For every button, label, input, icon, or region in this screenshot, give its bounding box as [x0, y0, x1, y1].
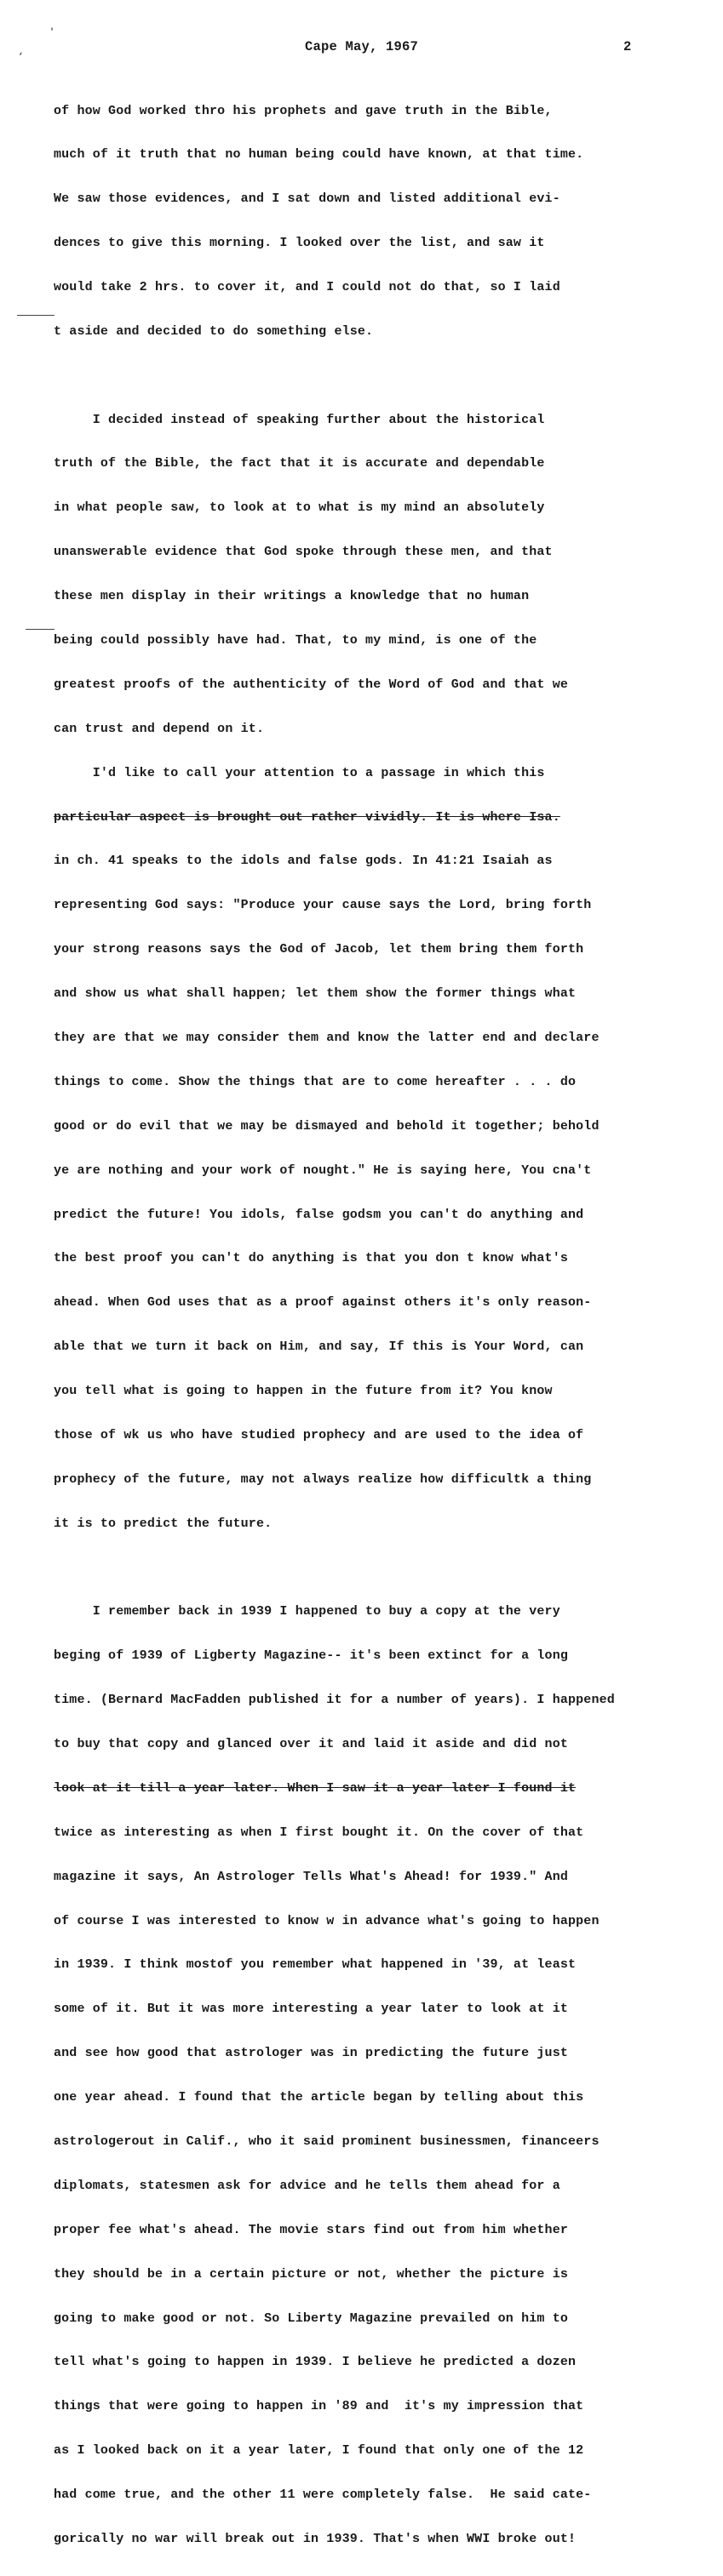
text-line: magazine it says, An Astrologer Tells What's Ahead! for 1939." And	[54, 1869, 568, 1884]
text-line: one year ahead. I found that the article began by telling about this	[54, 2090, 584, 2105]
text-line: able that we turn it back on Him, and say, If this is Your Word, can	[54, 1339, 584, 1355]
text-line: to buy that copy and glanced over it and laid it aside and did not	[54, 1736, 568, 1751]
text-line: going to make good or not. So Liberty Magazine prevailed on him to	[54, 2310, 568, 2326]
text-line: good or do evil that we may be dismayed and behold it together; behold	[54, 1118, 600, 1134]
paragraph-gap	[54, 368, 701, 383]
text-line: t aside and decided to do something else.	[54, 324, 374, 340]
text-line: of course I was interested to know w in advance what's going to happen	[54, 1913, 600, 1928]
text-line: in what people saw, to look at to what is my mind an absolutely	[54, 500, 545, 516]
text-line: I'd like to call your attention to a passage in which this	[54, 765, 545, 780]
text-line: diplomats, statesmen ask for advice and he tells them ahead for a	[54, 2178, 560, 2193]
text-line: those of wk us who have studied prophecy and are used to the idea of	[54, 1428, 584, 1443]
text-line: prophecy of the future, may not always realize how difficultk a thing	[54, 1471, 592, 1487]
text-line: in 1939. I think mostof you remember what happened in '39, at least	[54, 1957, 577, 1973]
text-line: I decided instead of speaking further about the historical	[54, 412, 545, 427]
stray-mark: '	[49, 28, 55, 37]
text-line: I remember back in 1939 I happened to buy a copy at the very	[54, 1604, 560, 1619]
text-line: can trust and depend on it.	[54, 721, 265, 736]
text-line: astrologerout in Calif., who it said prominent businessmen, financeers	[54, 2133, 600, 2149]
text-line: dences to give this morning. I looked over the list, and saw it	[54, 236, 545, 251]
text-line: ahead. When God uses that as a proof against others it's only reason-	[54, 1295, 592, 1311]
paragraph-2	[54, 383, 701, 1561]
stray-mark: ,	[19, 48, 25, 57]
strike-rule	[17, 315, 55, 316]
text-line: predict the future! You idols, false godsm you can't do anything and	[54, 1207, 584, 1222]
text-line: and see how good that astrologer was in predicting the future just	[54, 2046, 568, 2061]
page-number: 2	[623, 39, 632, 54]
text-line: they are that we may consider them and know the latter end and declare	[54, 1031, 600, 1045]
text-line: of how God worked thro his prophets and gave truth in the Bible,	[54, 103, 553, 118]
text-line: things that were going to happen in '89 and it's my impression that	[54, 2399, 584, 2414]
struck-text-line: particular aspect is brought out rather vividly. It is where Isa.	[54, 809, 560, 825]
text-line: as I looked back on it a year later, I found that only one of the 12	[54, 2443, 584, 2459]
paragraph-3	[54, 1575, 701, 2576]
text-line: being could possibly have had. That, to my mind, is one of the	[54, 632, 537, 648]
text-line: and show us what shall happen; let them show the former things what	[54, 986, 577, 1002]
text-line: they should be in a certain picture or not, whether the picture is	[54, 2266, 568, 2282]
struck-text-line: look at it till a year later. When I saw it a year later I found it	[54, 1780, 577, 1796]
text-line: unanswerable evidence that God spoke through these men, and that	[54, 545, 553, 560]
text-line: We saw those evidences, and I sat down and listed additional evi-	[54, 191, 560, 207]
text-line: the best proof you can't do anything is that you don t know what's	[54, 1251, 568, 1266]
text-line: time. (Bernard MacFadden published it for a number of years). I happened	[54, 1693, 615, 1708]
text-line: proper fee what's ahead. The movie stars find out from him whether	[54, 2222, 568, 2237]
page-title: Cape May, 1967	[304, 39, 419, 54]
text-line: things to come. Show the things that are to come hereafter . . . do	[54, 1074, 577, 1089]
text-line: gorically no war will break out in 1939. That's when WWI broke out!	[54, 2531, 577, 2546]
paragraph-gap	[54, 1561, 701, 1575]
text-line: these men display in their writings a knowledge that no human	[54, 589, 530, 604]
text-line: truth of the Bible, the fact that it is accurate and dependable	[54, 456, 545, 471]
text-line: would take 2 hrs. to cover it, and I could not do that, so I laid	[54, 280, 560, 295]
text-line: tell what's going to happen in 1939. I believe he predicted a dozen	[54, 2355, 577, 2370]
text-line: it is to predict the future.	[54, 1516, 273, 1531]
paragraph-1	[54, 74, 701, 368]
text-line: your strong reasons says the God of Jacob, let them bring them forth	[54, 942, 584, 957]
text-line: beging of 1939 of Ligberty Magazine-- it's been extinct for a long	[54, 1648, 568, 1664]
text-line: much of it truth that no human being could have known, at that time.	[54, 147, 584, 163]
text-line: had come true, and the other 11 were completely false. He said cate-	[54, 2487, 592, 2503]
text-line: ye are nothing and your work of nought." He is saying here, You cna't	[54, 1162, 592, 1178]
text-line: you tell what is going to happen in the future from it? You know	[54, 1384, 553, 1399]
body-text	[54, 74, 701, 2576]
text-line: in ch. 41 speaks to the idols and false gods. In 41:21 Isaiah as	[54, 854, 553, 869]
text-line: representing God says: "Produce your cause says the Lord, bring forth	[54, 898, 592, 913]
text-line: greatest proofs of the authenticity of the Word of God and that we	[54, 677, 568, 692]
text-line: some of it. But it was more interesting a year later to look at it	[54, 2002, 568, 2017]
text-line: twice as interesting as when I first bought it. On the cover of that	[54, 1825, 584, 1840]
strike-rule	[26, 629, 55, 630]
